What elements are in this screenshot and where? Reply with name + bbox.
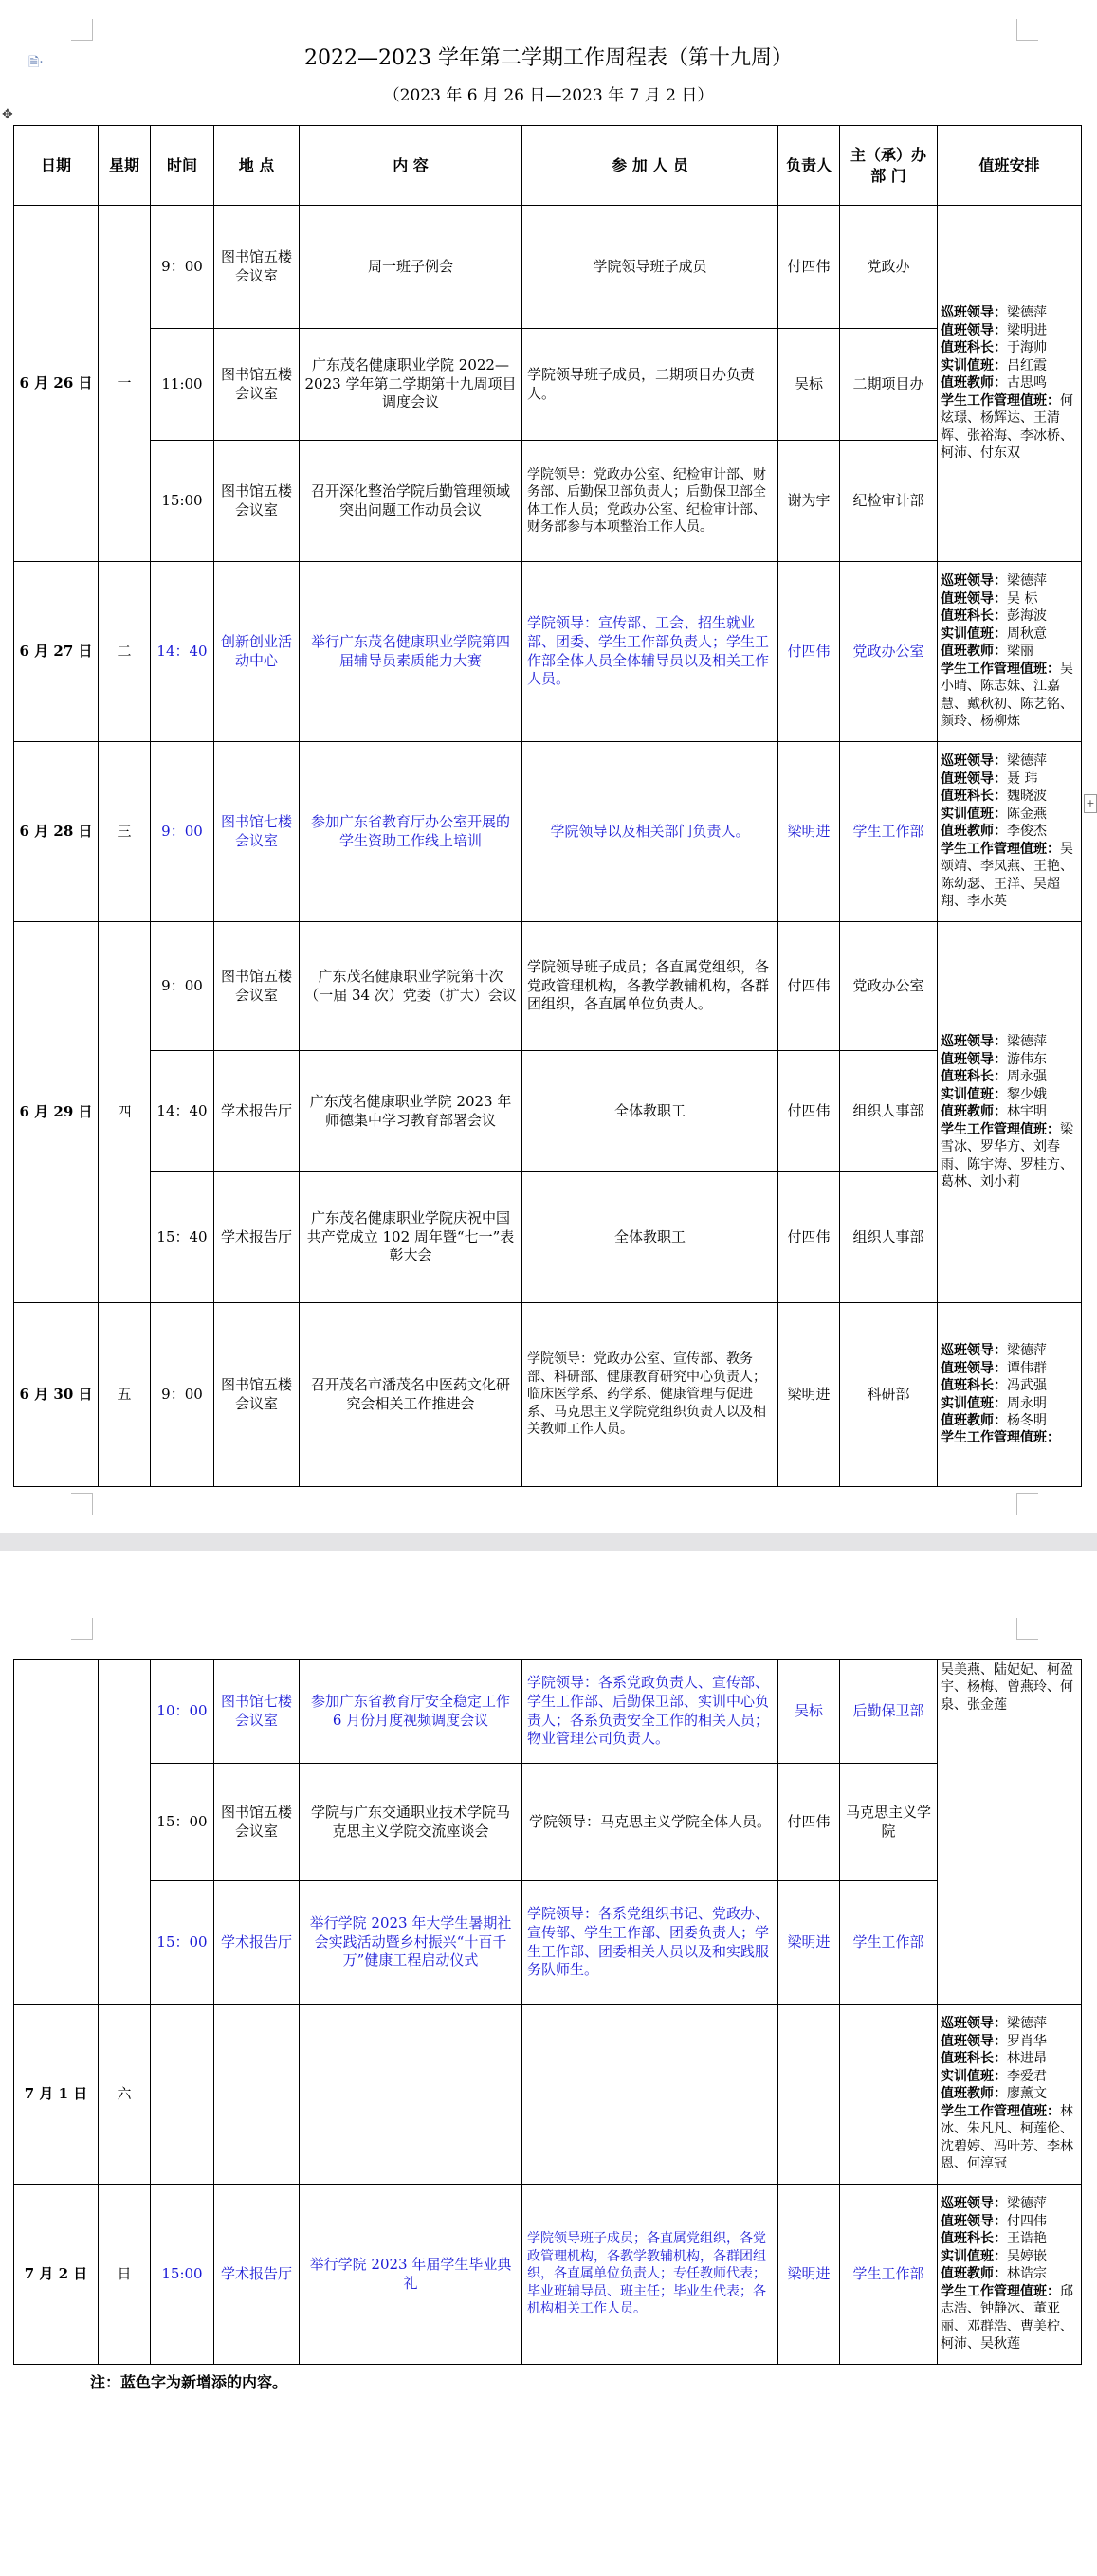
table-row bbox=[14, 1051, 1082, 1172]
duty-person: 林诰宗 bbox=[1007, 2266, 1047, 2282]
participants-cell: 学院领导：马克思主义学院全体人员。 bbox=[522, 1764, 778, 1881]
participants-cell: 学院领导班子成员；各直属党组织，各党政管理机构，各教学教辅机构，各群团组织，各直属单位负责人；专任教师代表；毕业班辅导员、班主任；毕业生代表；各机构相关工作人员。 bbox=[522, 2185, 778, 2365]
weekday-cell: 六 bbox=[99, 2005, 151, 2185]
date-cell: 6 月 27 日 bbox=[14, 562, 99, 742]
dept-cell: 党政办 bbox=[840, 206, 938, 329]
duty-person: 吴 标 bbox=[1007, 590, 1038, 607]
duty-role: 值班教师： bbox=[941, 644, 1007, 660]
page-subtitle: （2023 年 6 月 26 日—2023 年 7 月 2 日） bbox=[383, 86, 714, 105]
duty-role: 值班科长： bbox=[941, 2231, 1007, 2247]
duty-line bbox=[941, 661, 1078, 731]
page-corner-mark bbox=[71, 19, 93, 41]
page-corner-mark bbox=[1016, 1493, 1038, 1515]
page-corner-mark bbox=[71, 1618, 93, 1640]
duty-person: 付四伟 bbox=[1007, 2213, 1047, 2229]
responsible-cell: 吴标 bbox=[778, 329, 840, 441]
duty-role: 值班领导： bbox=[941, 1360, 1007, 1376]
duty-line bbox=[941, 1103, 1078, 1120]
duty-person: 梁雪冰、罗华方、刘春雨、陈宇涛、罗桂方、葛林、刘小莉 bbox=[941, 1121, 1073, 1190]
duty-line bbox=[941, 608, 1078, 625]
dept-cell: 学生工作部 bbox=[840, 742, 938, 922]
duty-line bbox=[941, 2050, 1078, 2067]
table-move-icon[interactable]: ✥ bbox=[2, 107, 13, 122]
duty-line bbox=[941, 1051, 1078, 1068]
duty-role: 实训值班： bbox=[941, 1086, 1007, 1102]
duty-cell bbox=[938, 742, 1082, 922]
time-cell: 15:00 bbox=[151, 2185, 214, 2365]
date-cell: 6 月 30 日 bbox=[14, 1303, 99, 1487]
content-cell: 召开深化整治学院后勤管理领域突出问题工作动员会议 bbox=[300, 441, 522, 562]
duty-line bbox=[941, 771, 1078, 788]
participants-cell: 学院领导班子成员，二期项目办负责人。 bbox=[522, 329, 778, 441]
duty-line bbox=[941, 357, 1078, 374]
content-cell: 广东茂名健康职业学院 2022—2023 学年第二学期第十九周项目调度会议 bbox=[300, 329, 522, 441]
responsible-cell: 梁明进 bbox=[778, 2185, 840, 2365]
duty-line bbox=[941, 2103, 1078, 2173]
duty-person: 李爱君 bbox=[1007, 2068, 1047, 2084]
responsible-cell: 梁明进 bbox=[778, 742, 840, 922]
place-cell: 图书馆五楼会议室 bbox=[214, 206, 300, 329]
duty-person: 游伟东 bbox=[1007, 1051, 1047, 1067]
duty-line bbox=[941, 590, 1078, 608]
table-row bbox=[14, 742, 1082, 922]
dept-cell: 组织人事部 bbox=[840, 1172, 938, 1303]
duty-role: 学生工作管理值班： bbox=[941, 2103, 1060, 2119]
content-cell: 举行学院 2023 年届学生毕业典礼 bbox=[300, 2185, 522, 2365]
duty-role: 值班领导： bbox=[941, 1051, 1007, 1067]
duty-role: 值班领导： bbox=[941, 771, 1007, 787]
time-cell: 11:00 bbox=[151, 329, 214, 441]
duty-person: 梁德萍 bbox=[1007, 2196, 1047, 2212]
place-cell bbox=[214, 2005, 300, 2185]
duty-line bbox=[941, 1121, 1078, 1191]
duty-person: 梁丽 bbox=[1007, 644, 1033, 660]
responsible-cell: 付四伟 bbox=[778, 1764, 840, 1881]
table-row bbox=[14, 1881, 1082, 2005]
participants-cell: 学院领导班子成员；各直属党组织，各党政管理机构，各教学教辅机构，各群团组织，各直属单位负责人。 bbox=[522, 922, 778, 1051]
page-2 bbox=[0, 1551, 1097, 2576]
duty-role: 值班领导： bbox=[941, 590, 1007, 607]
duty-role: 值班教师： bbox=[941, 375, 1007, 391]
duty-role: 巡班领导： bbox=[941, 2196, 1007, 2212]
duty-role: 巡班领导： bbox=[941, 753, 1007, 770]
participants-cell: 学院领导：宣传部、工会、招生就业部、团委、学生工作部负责人；学生工作部全体人员全体辅导员以及相关工作人员。 bbox=[522, 562, 778, 742]
duty-line bbox=[941, 2015, 1078, 2032]
place-cell: 学术报告厅 bbox=[214, 1051, 300, 1172]
duty-role: 值班科长： bbox=[941, 2051, 1007, 2067]
header-place: 地 点 bbox=[214, 126, 300, 206]
time-cell: 9：00 bbox=[151, 1303, 214, 1487]
table-row bbox=[14, 1172, 1082, 1303]
weekday-cell: 四 bbox=[99, 922, 151, 1303]
header-content: 内 容 bbox=[300, 126, 522, 206]
content-cell: 召开茂名市潘茂名中医药文化研究会相关工作推进会 bbox=[300, 1303, 522, 1487]
duty-cell bbox=[938, 1303, 1082, 1487]
duty-person: 聂 玮 bbox=[1007, 771, 1038, 787]
duty-role: 学生工作管理值班： bbox=[941, 661, 1060, 677]
duty-person: 梁德萍 bbox=[1007, 1034, 1047, 1050]
duty-line bbox=[941, 392, 1078, 463]
duty-person: 吴婷嵌 bbox=[1007, 2248, 1047, 2264]
weekday-cell: 三 bbox=[99, 742, 151, 922]
content-cell: 举行广东茂名健康职业学院第四届辅导员素质能力大赛 bbox=[300, 562, 522, 742]
duty-cell bbox=[938, 206, 1082, 562]
table-row bbox=[14, 441, 1082, 562]
duty-person: 邱志浩、钟静冰、董亚丽、邓群浩、曹美柠、柯沛、吴秋莲 bbox=[941, 2283, 1073, 2352]
duty-person: 黎少娥 bbox=[1007, 1086, 1047, 1102]
place-cell: 图书馆五楼会议室 bbox=[214, 1303, 300, 1487]
duty-role: 值班科长： bbox=[941, 608, 1007, 625]
duty-line bbox=[941, 823, 1078, 840]
table-row bbox=[14, 922, 1082, 1051]
content-cell: 广东茂名健康职业学院 2023 年师德集中学习教育部署会议 bbox=[300, 1051, 522, 1172]
duty-line bbox=[941, 2033, 1078, 2050]
duty-cell bbox=[938, 2185, 1082, 2365]
duty-role: 值班领导： bbox=[941, 2033, 1007, 2049]
duty-line bbox=[941, 1377, 1078, 1394]
duty-person: 梁德萍 bbox=[1007, 573, 1047, 590]
duty-line bbox=[941, 643, 1078, 660]
place-cell: 图书馆五楼会议室 bbox=[214, 441, 300, 562]
document-icon[interactable]: 🗎· bbox=[28, 55, 44, 70]
duty-role: 值班领导： bbox=[941, 2213, 1007, 2229]
duty-line bbox=[941, 1395, 1078, 1412]
table-row bbox=[14, 329, 1082, 441]
duty-line bbox=[941, 374, 1078, 391]
duty-person: 吴颂靖、李凤燕、王艳、陈幼瑟、王洋、吴超翔、李水英 bbox=[941, 841, 1073, 910]
duty-line bbox=[941, 753, 1078, 770]
dept-cell: 纪检审计部 bbox=[840, 441, 938, 562]
content-cell: 参加广东省教育厅安全稳定工作 6 月份月度视频调度会议 bbox=[300, 1660, 522, 1764]
date-cell: 7 月 1 日 bbox=[14, 2005, 99, 2185]
place-cell: 学术报告厅 bbox=[214, 1172, 300, 1303]
duty-role: 值班教师： bbox=[941, 2086, 1007, 2102]
duty-person: 罗肖华 bbox=[1007, 2033, 1047, 2049]
participants-cell: 全体教职工 bbox=[522, 1051, 778, 1172]
responsible-cell: 梁明进 bbox=[778, 1881, 840, 2005]
duty-role: 值班领导： bbox=[941, 322, 1007, 338]
participants-cell: 学院领导：党政办公室、纪检审计部、财务部、后勤保卫部负责人；后勤保卫部全体工作人员；党政办公室、纪检审计部、财务部参与本项整治工作人员。 bbox=[522, 441, 778, 562]
participants-cell: 学院领导以及相关部门负责人。 bbox=[522, 742, 778, 922]
table-header-row bbox=[14, 126, 1082, 206]
time-cell: 14：40 bbox=[151, 1051, 214, 1172]
place-cell: 学术报告厅 bbox=[214, 2185, 300, 2365]
header-weekday: 星期 bbox=[99, 126, 151, 206]
dept-cell: 组织人事部 bbox=[840, 1051, 938, 1172]
responsible-cell: 付四伟 bbox=[778, 206, 840, 329]
responsible-cell: 付四伟 bbox=[778, 922, 840, 1051]
duty-person: 林进昂 bbox=[1007, 2051, 1047, 2067]
place-cell: 学术报告厅 bbox=[214, 1881, 300, 2005]
time-cell: 9：00 bbox=[151, 742, 214, 922]
header-responsible: 负责人 bbox=[778, 126, 840, 206]
duty-cell bbox=[938, 562, 1082, 742]
duty-line bbox=[941, 2283, 1078, 2353]
duty-person: 古思鸣 bbox=[1007, 375, 1047, 391]
place-cell: 图书馆七楼会议室 bbox=[214, 742, 300, 922]
duty-person: 杨冬明 bbox=[1007, 1412, 1047, 1428]
duty-role: 值班科长： bbox=[941, 340, 1007, 356]
duty-person: 王诰艳 bbox=[1007, 2231, 1047, 2247]
duty-role: 巡班领导： bbox=[941, 1343, 1007, 1359]
table-row bbox=[14, 562, 1082, 742]
duty-line bbox=[941, 1412, 1078, 1429]
duty-line bbox=[941, 1342, 1078, 1359]
dept-cell: 党政办公室 bbox=[840, 562, 938, 742]
place-cell: 图书馆七楼会议室 bbox=[214, 1660, 300, 1764]
dept-cell: 党政办公室 bbox=[840, 922, 938, 1051]
duty-role: 学生工作管理值班： bbox=[941, 392, 1060, 408]
duty-role: 巡班领导： bbox=[941, 1034, 1007, 1050]
responsible-cell: 付四伟 bbox=[778, 1172, 840, 1303]
participants-cell: 全体教职工 bbox=[522, 1172, 778, 1303]
duty-role: 巡班领导： bbox=[941, 573, 1007, 590]
duty-role: 值班科长： bbox=[941, 1069, 1007, 1085]
duty-line bbox=[941, 1068, 1078, 1085]
table-row bbox=[14, 1303, 1082, 1487]
participants-cell: 学院领导：党政办公室、宣传部、教务部、科研部、健康教育研究中心负责人；临床医学系、药学系、健康管理与促进系、马克思主义学院党组织负责人以及相关教师工作人员。 bbox=[522, 1303, 778, 1487]
duty-role: 值班教师： bbox=[941, 1104, 1007, 1120]
duty-cell-continued: 吴美燕、陆妃妃、柯盈宇、杨梅、曾燕玲、何泉、张金莲 bbox=[938, 1660, 1082, 2005]
duty-role: 实训值班： bbox=[941, 2248, 1007, 2264]
weekday-cell: 日 bbox=[99, 2185, 151, 2365]
content-cell: 参加广东省教育厅办公室开展的学生资助工作线上培训 bbox=[300, 742, 522, 922]
duty-role: 值班教师： bbox=[941, 824, 1007, 840]
content-cell: 学院与广东交通职业技术学院马克思主义学院交流座谈会 bbox=[300, 1764, 522, 1881]
footnote: 注：蓝色字为新增添的内容。 bbox=[90, 2373, 288, 2391]
duty-person: 周秋意 bbox=[1007, 626, 1047, 642]
place-cell: 图书馆五楼会议室 bbox=[214, 329, 300, 441]
table-row bbox=[14, 206, 1082, 329]
dept-cell bbox=[840, 2005, 938, 2185]
responsible-cell: 吴标 bbox=[778, 1660, 840, 1764]
side-handle-icon[interactable]: + bbox=[1084, 794, 1097, 813]
duty-line bbox=[941, 2230, 1078, 2247]
duty-person: 梁德萍 bbox=[1007, 1343, 1047, 1359]
time-cell: 9：00 bbox=[151, 206, 214, 329]
dept-cell: 学生工作部 bbox=[840, 2185, 938, 2365]
time-cell: 14：40 bbox=[151, 562, 214, 742]
duty-person: 林宇明 bbox=[1007, 1104, 1047, 1120]
duty-role: 学生工作管理值班： bbox=[941, 2283, 1060, 2299]
participants-cell bbox=[522, 2005, 778, 2185]
duty-person: 于海帅 bbox=[1007, 340, 1047, 356]
weekday-cell: 二 bbox=[99, 562, 151, 742]
duty-line bbox=[941, 304, 1078, 321]
place-cell: 图书馆五楼会议室 bbox=[214, 1764, 300, 1881]
header-date: 日期 bbox=[14, 126, 99, 206]
responsible-cell: 付四伟 bbox=[778, 1051, 840, 1172]
duty-line bbox=[941, 339, 1078, 356]
date-cell: 6 月 26 日 bbox=[14, 206, 99, 562]
duty-person: 吴小晴、陈志妹、江嘉慧、戴秋初、陈艺铭、颜玲、杨柳炼 bbox=[941, 661, 1073, 730]
duty-person: 周永强 bbox=[1007, 1069, 1047, 1085]
duty-line bbox=[941, 2248, 1078, 2265]
duty-person: 谭伟群 bbox=[1007, 1360, 1047, 1376]
duty-role: 巡班领导： bbox=[941, 2016, 1007, 2032]
responsible-cell: 梁明进 bbox=[778, 1303, 840, 1487]
dept-cell: 马克思主义学院 bbox=[840, 1764, 938, 1881]
duty-person: 梁德萍 bbox=[1007, 753, 1047, 770]
table-row bbox=[14, 2005, 1082, 2185]
date-cell-continued bbox=[14, 1660, 99, 2005]
dept-cell: 学生工作部 bbox=[840, 1881, 938, 2005]
duty-role: 实训值班： bbox=[941, 626, 1007, 642]
content-cell: 周一班子例会 bbox=[300, 206, 522, 329]
header-duty: 值班安排 bbox=[938, 126, 1082, 206]
duty-role: 实训值班： bbox=[941, 357, 1007, 373]
participants-cell: 学院领导：各系党政负责人、宣传部、学生工作部、后勤保卫部、实训中心负责人；各系负责安全工作的相关人员；物业管理公司负责人。 bbox=[522, 1660, 778, 1764]
table-row bbox=[14, 1764, 1082, 1881]
place-cell: 图书馆五楼会议室 bbox=[214, 922, 300, 1051]
duty-role: 值班教师： bbox=[941, 1412, 1007, 1428]
content-cell: 广东茂名健康职业学院庆祝中国共产党成立 102 周年暨“七一”表彰大会 bbox=[300, 1172, 522, 1303]
page-corner-mark bbox=[71, 1493, 93, 1515]
duty-role: 学生工作管理值班： bbox=[941, 1430, 1060, 1446]
header-participants: 参 加 人 员 bbox=[522, 126, 778, 206]
content-cell: 举行学院 2023 年大学生暑期社会实践活动暨乡村振兴“十百千万”健康工程启动仪式 bbox=[300, 1881, 522, 2005]
content-cell: 广东茂名健康职业学院第十次（一届 34 次）党委（扩大）会议 bbox=[300, 922, 522, 1051]
date-cell: 7 月 2 日 bbox=[14, 2185, 99, 2365]
content-cell bbox=[300, 2005, 522, 2185]
duty-cell bbox=[938, 922, 1082, 1303]
participants-cell: 学院领导班子成员 bbox=[522, 206, 778, 329]
duty-line bbox=[941, 2085, 1078, 2102]
duty-line bbox=[941, 626, 1078, 643]
duty-person: 周永明 bbox=[1007, 1395, 1047, 1411]
time-cell: 15:00 bbox=[151, 441, 214, 562]
page-title: 2022—2023 学年第二学期工作周程表（第十九周） bbox=[304, 46, 793, 70]
time-cell: 15：00 bbox=[151, 1881, 214, 2005]
duty-line bbox=[941, 572, 1078, 590]
duty-line bbox=[941, 841, 1078, 911]
weekday-cell: 五 bbox=[99, 1303, 151, 1487]
duty-person: 彭海波 bbox=[1007, 608, 1047, 625]
duty-line bbox=[941, 2265, 1078, 2282]
weekday-cell: 一 bbox=[99, 206, 151, 562]
duty-line bbox=[941, 2213, 1078, 2230]
duty-role: 实训值班： bbox=[941, 2068, 1007, 2084]
duty-line bbox=[941, 322, 1078, 339]
duty-line bbox=[941, 1033, 1078, 1050]
duty-person: 吕红霞 bbox=[1007, 357, 1047, 373]
duty-person: 林冰、朱凡凡、柯莲伦、沈碧婷、冯叶芳、李林恩、何淳冠 bbox=[941, 2103, 1073, 2172]
table-row bbox=[14, 1660, 1082, 1764]
duty-person: 冯武强 bbox=[1007, 1378, 1047, 1394]
responsible-cell bbox=[778, 2005, 840, 2185]
duty-line bbox=[941, 2195, 1078, 2212]
table-row bbox=[14, 2185, 1082, 2365]
header-dept: 主（承）办部 门 bbox=[840, 126, 938, 206]
duty-line bbox=[941, 788, 1078, 805]
duty-person: 廖薰文 bbox=[1007, 2086, 1047, 2102]
duty-role: 值班科长： bbox=[941, 1378, 1007, 1394]
duty-role: 实训值班： bbox=[941, 806, 1007, 822]
participants-cell: 学院领导：各系党组织书记、党政办、宣传部、学生工作部、团委负责人；学生工作部、团委相关人员以及和实践服务队师生。 bbox=[522, 1881, 778, 2005]
duty-person: 魏晓波 bbox=[1007, 789, 1047, 805]
schedule-table bbox=[13, 125, 1082, 1487]
duty-role: 实训值班： bbox=[941, 1395, 1007, 1411]
duty-line bbox=[941, 1086, 1078, 1103]
duty-role: 学生工作管理值班： bbox=[941, 841, 1060, 857]
duty-role: 巡班领导： bbox=[941, 305, 1007, 321]
duty-role: 值班教师： bbox=[941, 2266, 1007, 2282]
time-cell bbox=[151, 2005, 214, 2185]
duty-person: 何炫璟、杨辉达、王清辉、张裕海、李冰桥、柯沛、付东双 bbox=[941, 392, 1073, 462]
duty-line bbox=[941, 1360, 1078, 1377]
header-time: 时间 bbox=[151, 126, 214, 206]
duty-person: 梁德萍 bbox=[1007, 2016, 1047, 2032]
date-cell: 6 月 29 日 bbox=[14, 922, 99, 1303]
date-cell: 6 月 28 日 bbox=[14, 742, 99, 922]
time-cell: 15：40 bbox=[151, 1172, 214, 1303]
time-cell: 10：00 bbox=[151, 1660, 214, 1764]
duty-person: 梁明进 bbox=[1007, 322, 1047, 338]
duty-person: 梁德萍 bbox=[1007, 305, 1047, 321]
place-cell: 创新创业活动中心 bbox=[214, 562, 300, 742]
duty-person: 陈金燕 bbox=[1007, 806, 1047, 822]
duty-line bbox=[941, 2068, 1078, 2085]
duty-line bbox=[941, 806, 1078, 823]
duty-person: 李俊杰 bbox=[1007, 824, 1047, 840]
responsible-cell: 谢为宇 bbox=[778, 441, 840, 562]
page-corner-mark bbox=[1016, 19, 1038, 41]
dept-cell: 二期项目办 bbox=[840, 329, 938, 441]
duty-cell bbox=[938, 2005, 1082, 2185]
page-corner-mark bbox=[1016, 1618, 1038, 1640]
dept-cell: 科研部 bbox=[840, 1303, 938, 1487]
duty-role: 值班科长： bbox=[941, 789, 1007, 805]
time-cell: 9：00 bbox=[151, 922, 214, 1051]
dept-cell: 后勤保卫部 bbox=[840, 1660, 938, 1764]
responsible-cell: 付四伟 bbox=[778, 562, 840, 742]
weekday-cell-continued bbox=[99, 1660, 151, 2005]
duty-line bbox=[941, 1429, 1078, 1446]
duty-role: 学生工作管理值班： bbox=[941, 1121, 1060, 1137]
schedule-table-continued bbox=[13, 1659, 1082, 2365]
time-cell: 15：00 bbox=[151, 1764, 214, 1881]
